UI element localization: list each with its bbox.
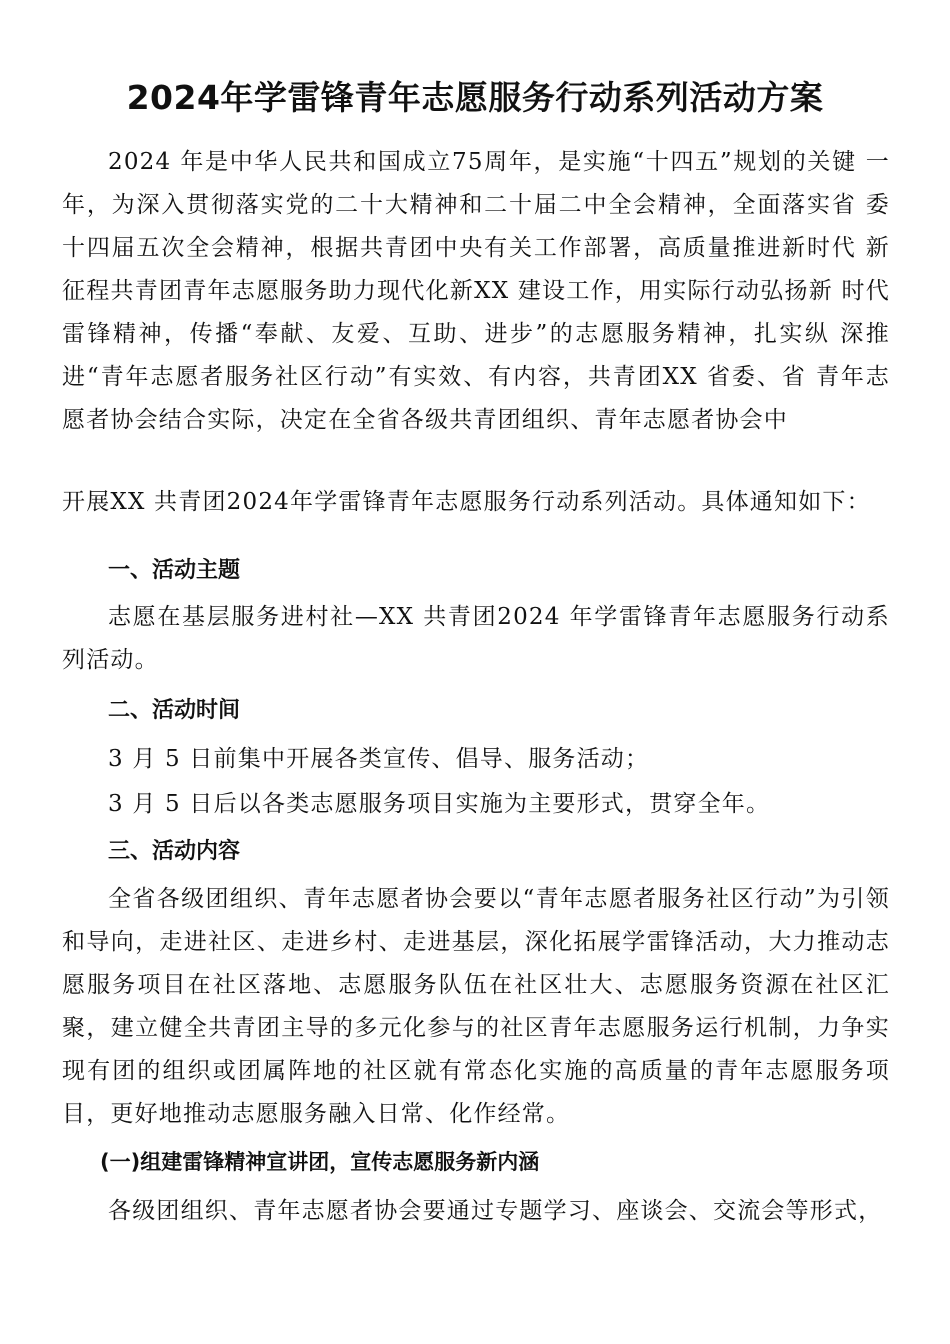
intro-paragraph-continuation: 开展XX 共青团2024年学雷锋青年志愿服务行动系列活动。具体通知如下：	[62, 489, 871, 515]
section-heading-time: 二、活动时间	[108, 698, 241, 723]
document-title: 2024年学雷锋青年志愿服务行动系列活动方案	[126, 78, 824, 117]
subsection-heading-1: (一)组建雷锋精神宣讲团，宣传志愿服务新内涵	[100, 1150, 540, 1174]
subsection-body-1: 各级团组织、青年志愿者协会要通过专题学习、座谈会、交流会等形式，	[108, 1198, 883, 1224]
time-line-before: 3 月 5 日前集中开展各类宣传、倡导、服务活动；	[108, 746, 650, 772]
intro-paragraph: 2024 年是中华人民共和国成立75周年，是实施“十四五”规划的关键 一年，为深入贯彻落实党的二十大精神和二十届二中全会精神，全面落实省 委十四届五次全会精神，根据共青团中央有关工作部署，高质量推进新时代 新征程共青团青年志愿服务助力现代化新XX 建设工作，用实际行动弘扬新 时代雷锋精神，传播“奉献、友爱、互助、进步”的志愿服务精神，扎实纵 深推进“青年志愿者服务社区行动”有实效、有内容，共青团XX 省委、省 青年志愿者协会结合实际，决定在全省各级共青团组织、青年志愿者协会中	[62, 149, 890, 433]
section-body-theme: 志愿在基层服务进村社—XX 共青团2024 年学雷锋青年志愿服务行动系列活动。	[62, 604, 890, 673]
time-line-after: 3 月 5 日后以各类志愿服务项目实施为主要形式，贯穿全年。	[108, 791, 771, 817]
section-heading-theme: 一、活动主题	[108, 558, 241, 583]
section-body-content: 全省各级团组织、青年志愿者协会要以“青年志愿者服务社区行动”为引领和导向，走进社区、走进乡村、走进基层，深化拓展学雷锋活动，大力推动志愿服务项目在社区落地、志愿服务队伍在社区壮大、志愿服务资源在社区汇聚，建立健全共青团主导的多元化参与的社区青年志愿服务运行机制，力争实现有团的组织或团属阵地的社区就有常态化实施的高质量的青年志愿服务项目，更好地推动志愿服务融入日常、化作经常。	[62, 886, 890, 1127]
section-heading-content: 三、活动内容	[108, 839, 241, 864]
